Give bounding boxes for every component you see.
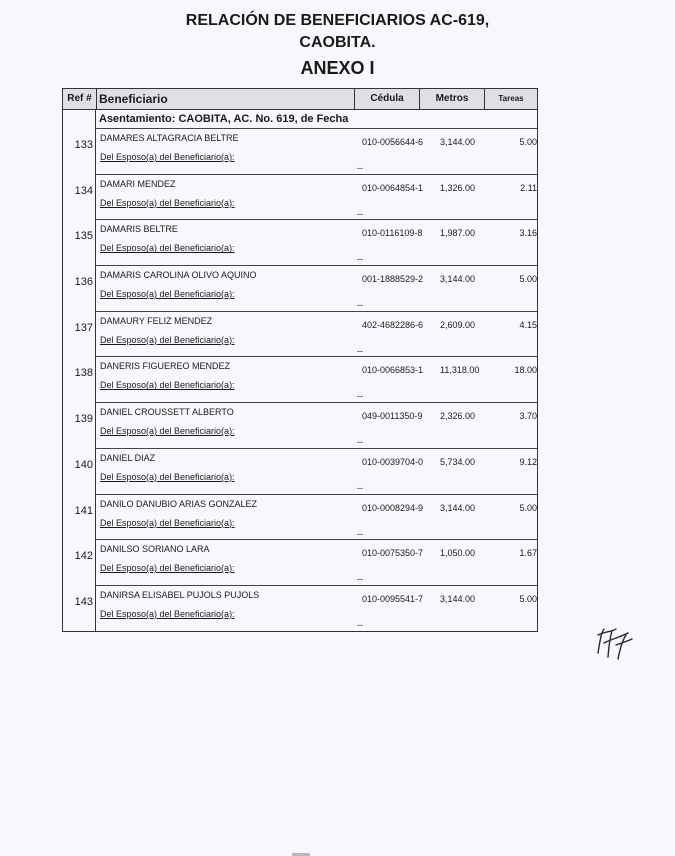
table-rows (63, 128, 537, 631)
header-metros: Metros (420, 89, 485, 109)
row-metros: 3,144.00 (440, 502, 476, 513)
beneficiary-name: DAMARI MENDEZ (100, 178, 176, 189)
spouse-value: -- (357, 254, 363, 265)
row-cedula: 010-0116109-8 (362, 228, 423, 239)
row-metros: 11,318.00 (440, 365, 480, 376)
beneficiary-name: DAMARIS CAROLINA OLIVO AQUINO (100, 270, 257, 281)
spouse-value: -- (357, 391, 363, 402)
row-cedula: 402-4682286-6 (362, 319, 424, 330)
row-tareas: 5.00 (519, 502, 537, 513)
table-row (74, 585, 537, 631)
row-ref: 137 (74, 321, 93, 334)
table-row (74, 174, 537, 220)
row-tareas: 9.12 (519, 456, 537, 467)
row-tareas: 5.00 (519, 137, 537, 147)
row-metros: 2,326.00 (440, 411, 476, 422)
beneficiary-name: DANIRSA ELISABEL PUJOLS PUJOLS (100, 589, 260, 600)
row-tareas: 18.00 (514, 365, 537, 376)
beneficiary-name: DAMARES ALTAGRACIA BELTRE (100, 133, 239, 143)
row-tareas: 5.00 (519, 274, 537, 285)
header-cedula: Cédula (354, 89, 420, 109)
table-row (74, 448, 537, 494)
beneficiary-name: DAMAURY FELIZ MENDEZ (100, 315, 213, 326)
beneficiary-name: DANILSO SORIANO LARA (100, 544, 210, 555)
beneficiary-name: DANIEL DIAZ (100, 452, 156, 463)
row-tareas: 4.15 (519, 319, 537, 330)
row-tareas: 3.70 (519, 411, 537, 422)
row-ref: 135 (74, 230, 93, 243)
spouse-label: Del Esposo(a) del Beneficiario(a): (100, 471, 235, 482)
row-cedula: 010-0066853-1 (362, 365, 424, 376)
row-metros: 2,609.00 (440, 319, 476, 330)
beneficiaries-table (62, 88, 538, 632)
beneficiary-name: DAMARIS BELTRE (100, 224, 178, 235)
row-ref: 143 (74, 595, 93, 608)
row-metros: 3,144.00 (440, 593, 476, 604)
row-metros: 3,144.00 (440, 137, 476, 147)
row-metros: 1,326.00 (440, 182, 476, 193)
annex-title: ANEXO I (300, 58, 375, 78)
spouse-label: Del Esposo(a) del Beneficiario(a): (100, 517, 235, 528)
header-beneficiario: Beneficiario (99, 92, 168, 106)
row-cedula: 010-0056644-6 (362, 137, 424, 147)
table-row (74, 265, 537, 311)
table-row (74, 494, 537, 540)
spouse-label: Del Esposo(a) del Beneficiario(a): (100, 197, 235, 208)
row-tareas: 2.11 (520, 182, 537, 193)
spouse-value: -- (357, 437, 363, 448)
row-metros: 5,734.00 (440, 456, 476, 467)
beneficiary-name: DANERIS FIGUEREO MENDEZ (100, 361, 231, 372)
row-metros: 1,050.00 (440, 548, 476, 559)
spouse-value: -- (357, 482, 363, 493)
table-row (74, 219, 537, 265)
row-cedula: 010-0075350-7 (362, 548, 424, 559)
spouse-value: -- (357, 345, 363, 356)
row-ref: 142 (74, 550, 93, 563)
row-ref: 139 (74, 413, 93, 426)
row-cedula: 049-0011350-9 (362, 411, 423, 422)
row-cedula: 010-0064854-1 (362, 182, 424, 193)
spouse-label: Del Esposo(a) del Beneficiario(a): (100, 289, 235, 300)
row-cedula: 010-0039704-0 (362, 456, 424, 467)
spouse-value: -- (357, 619, 363, 630)
spouse-label: Del Esposo(a) del Beneficiario(a): (100, 152, 235, 162)
header-tareas: Tareas (498, 94, 524, 103)
row-metros: 3,144.00 (440, 274, 476, 285)
spouse-label: Del Esposo(a) del Beneficiario(a): (100, 563, 235, 574)
asentamiento-row: Asentamiento: CAOBITA, AC. No. 619, de Fecha (95, 110, 537, 128)
row-ref: 138 (74, 367, 93, 380)
spouse-value: -- (357, 528, 363, 539)
handwritten-initials (592, 623, 636, 661)
row-tareas: 5.00 (519, 593, 537, 604)
row-ref: 140 (74, 458, 93, 471)
table-row (74, 311, 537, 357)
header-ref: Ref # (63, 89, 97, 109)
spouse-value: -- (357, 208, 363, 219)
row-metros: 1,987.00 (440, 228, 476, 239)
row-tareas: 1.67 (519, 548, 537, 559)
row-cedula: 001-1888529-2 (362, 274, 424, 285)
spouse-label: Del Esposo(a) del Beneficiario(a): (100, 243, 235, 254)
row-tareas: 3.16 (519, 228, 537, 239)
spouse-value: -- (357, 300, 363, 311)
table-row (74, 539, 537, 585)
table-header (62, 88, 538, 110)
spouse-label: Del Esposo(a) del Beneficiario(a): (100, 334, 235, 345)
table-body (62, 110, 538, 632)
document-subtitle: CAOBITA. (299, 34, 376, 51)
document-title: RELACIÓN DE BENEFICIARIOS AC-619, (185, 12, 490, 29)
row-ref: 133 (74, 139, 93, 151)
beneficiary-name: DANILO DANUBIO ARIAS GONZALEZ (100, 498, 258, 509)
row-ref: 134 (74, 184, 93, 197)
spouse-value: -- (357, 574, 363, 585)
spouse-label: Del Esposo(a) del Beneficiario(a): (100, 426, 235, 437)
table-row (74, 128, 537, 174)
table-row (74, 402, 537, 448)
spouse-label: Del Esposo(a) del Beneficiario(a): (100, 608, 235, 619)
table-row (74, 356, 537, 402)
row-cedula: 010-0095541-7 (362, 593, 424, 604)
row-ref: 136 (74, 276, 93, 289)
beneficiary-name: DANIEL CROUSSETT ALBERTO (100, 407, 234, 418)
row-ref: 141 (74, 504, 93, 517)
row-cedula: 010-0008294-9 (362, 502, 424, 513)
spouse-value: -- (357, 163, 363, 173)
spouse-label: Del Esposo(a) del Beneficiario(a): (100, 380, 235, 391)
